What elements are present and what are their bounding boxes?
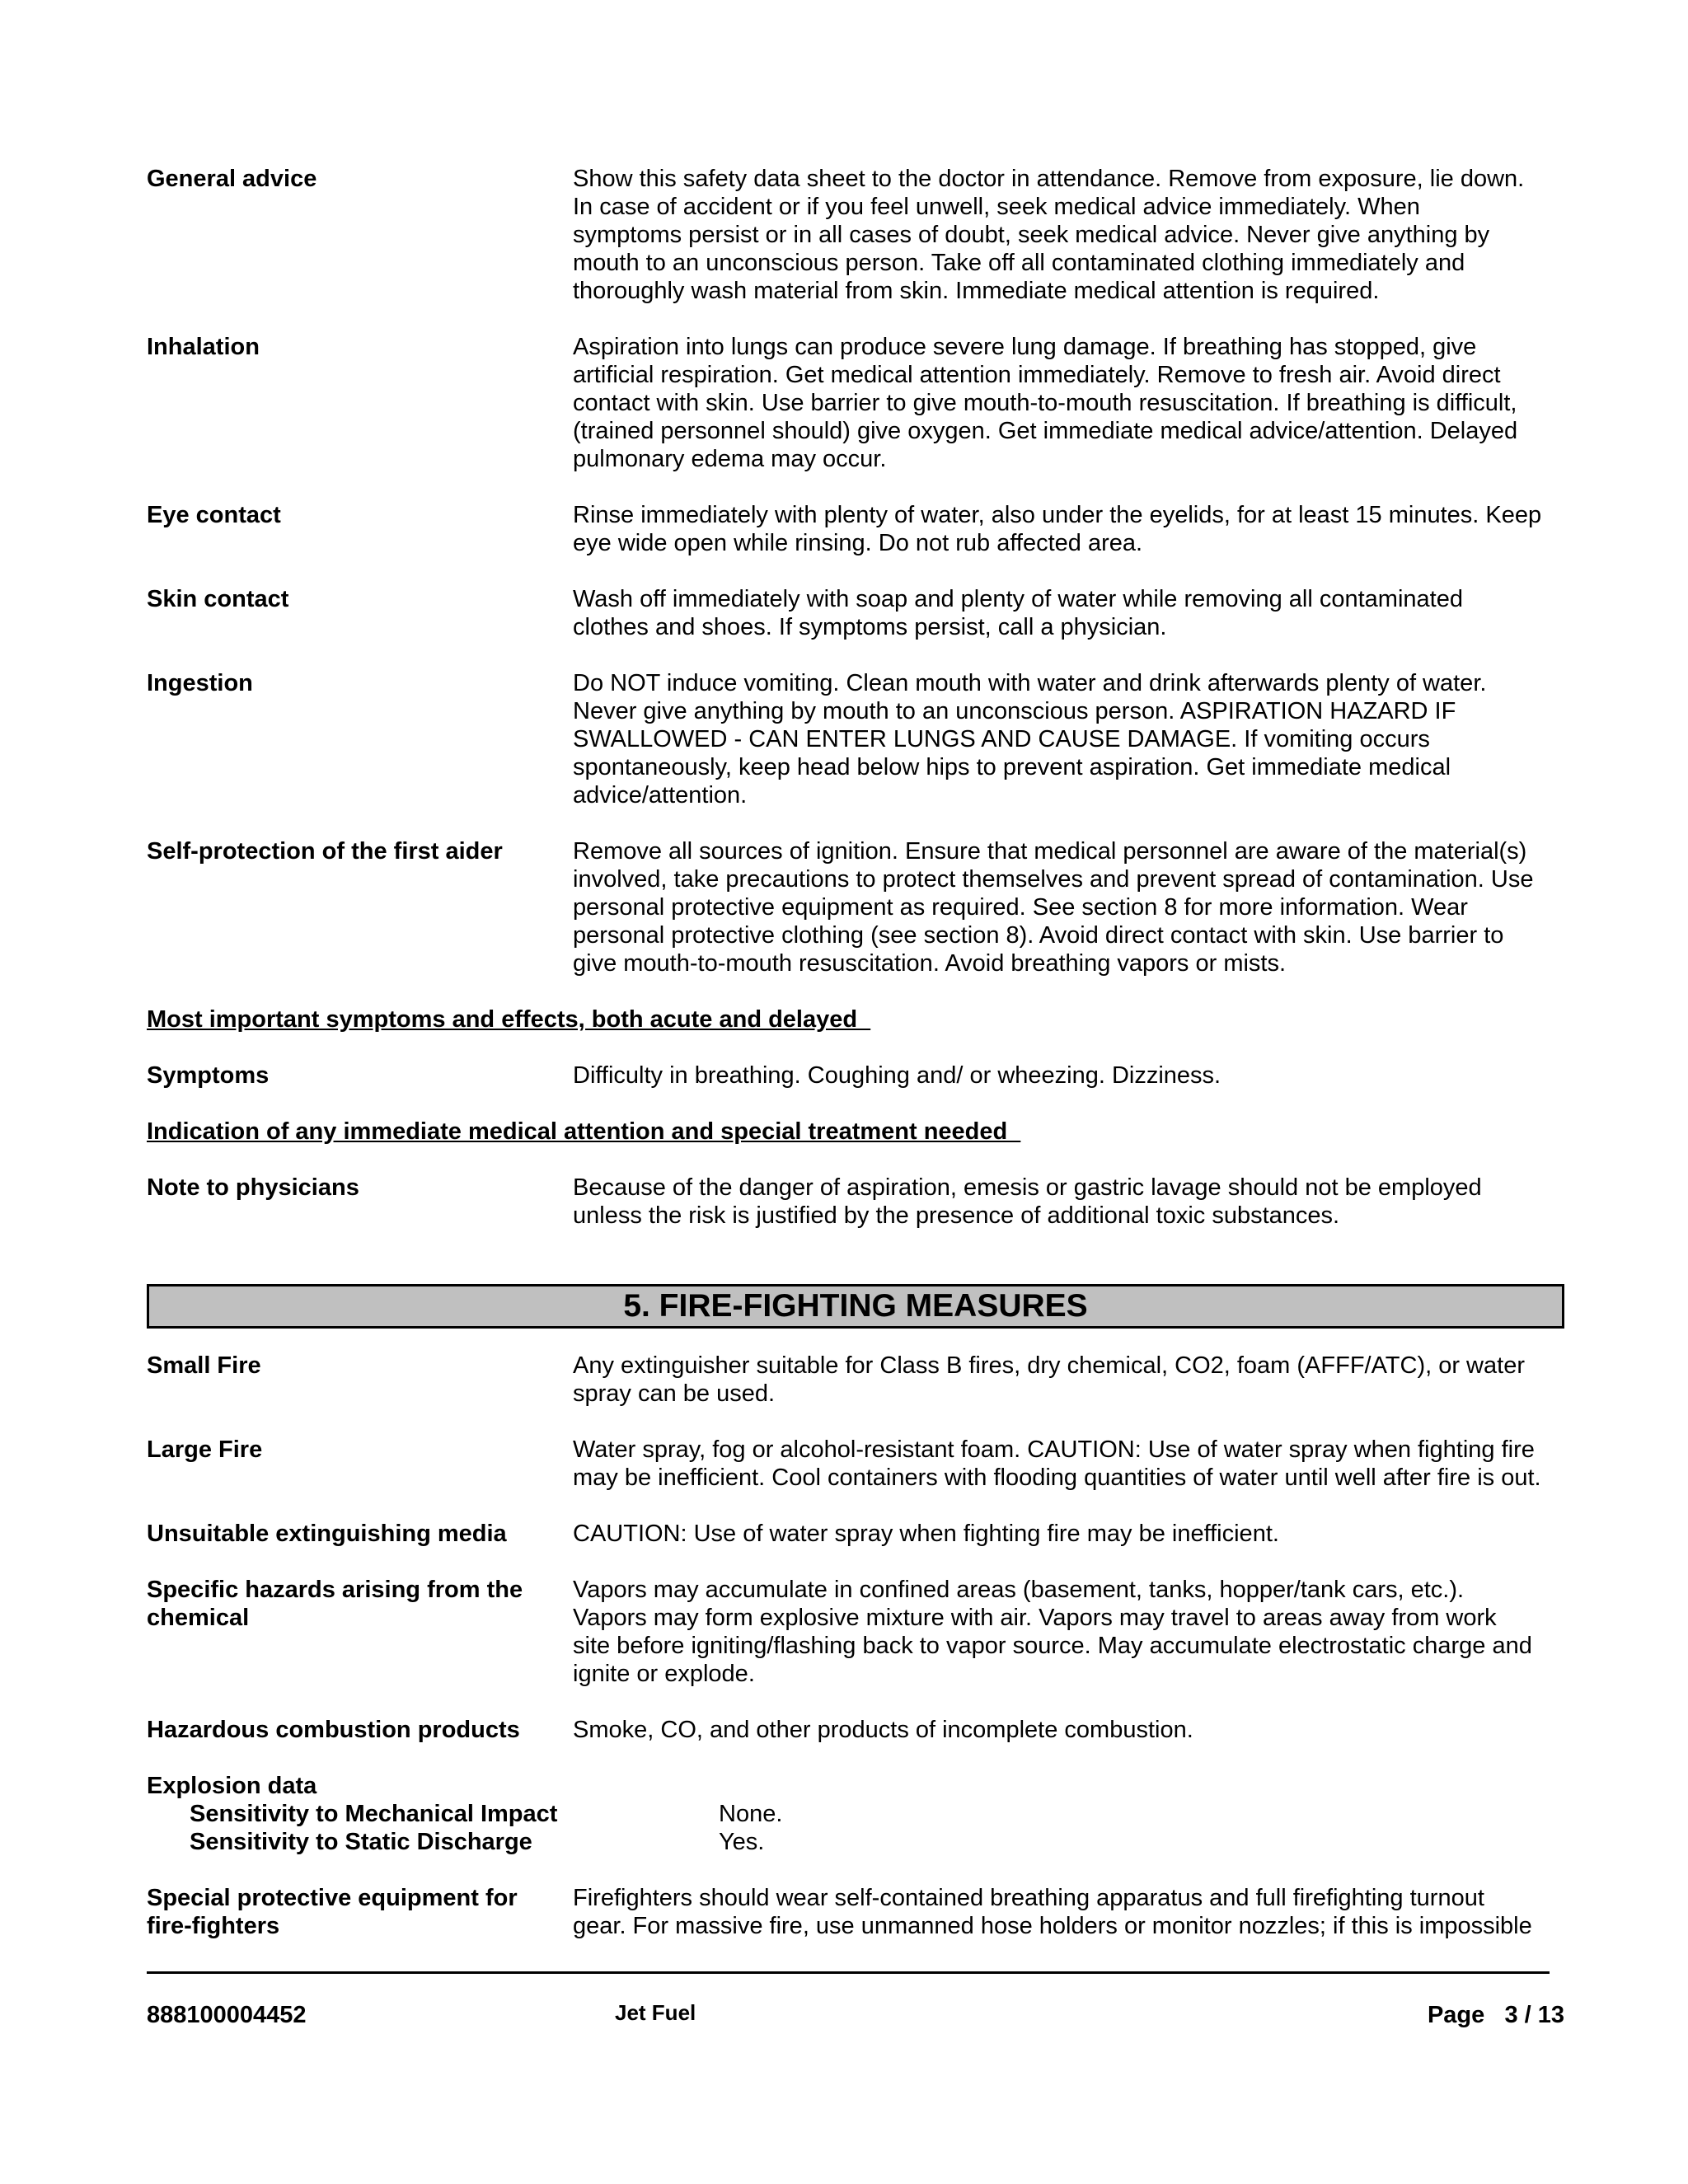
section-title: 5. FIRE-FIGHTING MEASURES [147,1284,1564,1329]
symptoms-subheading: Most important symptoms and effects, both acute and delayed [147,1006,871,1033]
field-label: Unsuitable extinguishing media [147,1521,507,1547]
field-text: Smoke, CO, and other products of incomplete combustion. [573,1717,1193,1743]
field-label: Skin contact [147,586,289,612]
field-label: Ingestion [147,670,253,696]
field-text: Any extinguisher suitable for Class B fires, dry chemical, CO2, foam (AFFF/ATC), or water spray can be used. [573,1352,1525,1407]
field-text: Water spray, fog or alcohol-resistant foam. CAUTION: Use of water spray when fighting fire may be inefficient. Cool containers with flooding quantities of water until well after fire is out. [573,1436,1541,1491]
explosion-data-label: Explosion data [147,1773,317,1799]
field-label: Small Fire [147,1352,261,1379]
mechanical-impact-value: None. [719,1801,783,1827]
field-label: Special protective equipment for fire-fighters [147,1885,518,1939]
field-text: Rinse immediately with plenty of water, also under the eyelids, for at least 15 minutes. Keep eye wide open while rinsing. Do not rub affected area. [573,502,1542,556]
footer-page-number: Page 3 / 13 [1427,2002,1564,2028]
field-text: Wash off immediately with soap and plenty of water while removing all contaminated clothes and shoes. If symptoms persist, call a physician. [573,586,1463,640]
field-text: Do NOT induce vomiting. Clean mouth with water and drink afterwards plenty of water. Never give anything by mouth to an unconscious person. ASPIRATION HAZARD IF SWALLOWED - CAN ENTER LUNGS AND CAUSE DAMAGE. If vomiting occurs spontaneously, keep head below hips to prevent aspiration. Get immediate medical advice/attention. [573,670,1487,808]
field-label: Self-protection of the first aider [147,838,503,865]
field-text: CAUTION: Use of water spray when fighting fire may be inefficient. [573,1521,1279,1547]
field-label: Specific hazards arising from the chemical [147,1577,523,1631]
static-discharge-value: Yes. [719,1829,765,1855]
field-label: Symptoms [147,1062,270,1089]
field-label: General advice [147,166,317,192]
field-text: Firefighters should wear self-contained breathing apparatus and full firefighting turnout gear. For massive fire, use unmanned hose holders or monitor nozzles; if this is impossible [573,1885,1532,1939]
footer-divider [147,1971,1550,1974]
field-label: Eye contact [147,502,281,528]
field-text: Aspiration into lungs can produce severe lung damage. If breathing has stopped, give artificial respiration. Get medical attention immediately. Remove to fresh air. Avoid direct contact with skin. Use barrier to give mouth-to-mouth resuscitation. If breathing is difficult, (trained personnel should) give oxygen. Get immediate medical advice/attention. Delayed pulmonary edema may occur. [573,334,1518,472]
medical-attention-subheading: Indication of any immediate medical attention and special treatment needed [147,1118,1021,1145]
field-label: Note to physicians [147,1174,359,1201]
field-text: Show this safety data sheet to the doctor in attendance. Remove from exposure, lie down. In case of accident or if you feel unwell, seek medical advice immediately. When symptoms persist or in all cases of doubt, seek medical advice. Never give anything by mouth to an unconscious person. Take off all contaminated clothing immediately and thoroughly wash material from skin. Immediate medical attention is required. [573,166,1525,304]
field-text: Difficulty in breathing. Coughing and/ or wheezing. Dizziness. [573,1062,1221,1089]
field-text: Remove all sources of ignition. Ensure that medical personnel are aware of the material(s) involved, take precautions to protect themselves and prevent spread of contamination. Use personal protective equipment as required. See section 8 for more information. Wear personal protective clothing (see section 8). Avoid direct contact with skin. Use barrier to give mouth-to-mouth resuscitation. Avoid breathing vapors or mists. [573,838,1534,977]
field-label: Large Fire [147,1436,263,1463]
mechanical-impact-label: Sensitivity to Mechanical Impact [190,1801,558,1827]
static-discharge-label: Sensitivity to Static Discharge [190,1829,532,1855]
field-label: Inhalation [147,334,260,360]
field-label: Hazardous combustion products [147,1717,520,1743]
footer-document-id: 888100004452 [147,2002,307,2028]
footer-product-name: Jet Fuel [615,2000,696,2025]
field-text: Vapors may accumulate in confined areas (basement, tanks, hopper/tank cars, etc.). Vapors may form explosive mixture with air. Vapors may travel to areas away from work site before igniting/flashing back to vapor source. May accumulate electrostatic charge and ignite or explode. [573,1577,1532,1687]
field-text: Because of the danger of aspiration, emesis or gastric lavage should not be employed unless the risk is justified by the presence of additional toxic substances. [573,1174,1482,1229]
